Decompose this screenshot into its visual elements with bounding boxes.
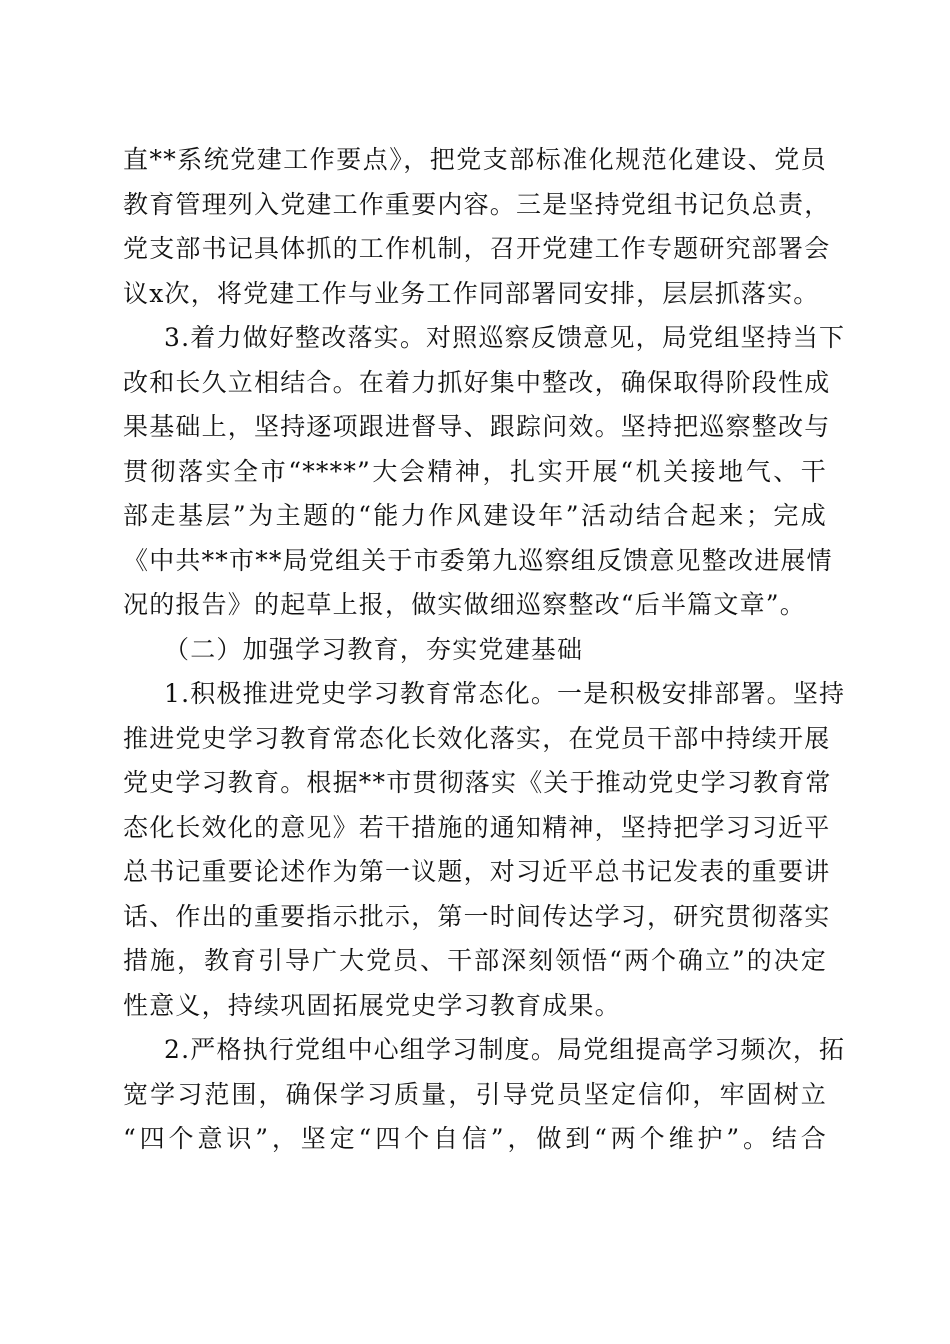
- body-line: “四个意识”，坚定“四个自信”，做到“两个维护”。结合: [123, 1124, 827, 1153]
- body-line: 总书记重要论述作为第一议题，对习近平总书记发表的重要讲: [123, 857, 831, 886]
- document-body: [123, 138, 846, 1162]
- body-line: 况的报告》的起草上报，做实做细巡察整改“后半篇文章”。: [123, 590, 806, 619]
- body-line: 贯彻落实全市“****”大会精神，扎实开展“机关接地气、干: [123, 456, 827, 486]
- body-line: 部走基层”为主题的“能力作风建设年”活动结合起来；完成: [123, 501, 827, 530]
- subsection-heading: （二）加强学习教育，夯实党建基础: [164, 634, 584, 664]
- item-1-heading-line: 1.积极推进党史学习教育常态化。一是积极安排部署。坚持: [164, 679, 846, 708]
- body-line: 《中共**市**局党组关于市委第九巡察组反馈意见整改进展情: [123, 545, 833, 575]
- body-line: 党支部书记具体抓的工作机制，召开党建工作专题研究部署会: [123, 234, 831, 263]
- body-line: 党史学习教育。根据**市贯彻落实《关于推动党史学习教育常: [123, 768, 832, 797]
- body-line: 议x次，将党建工作与业务工作同部署同安排，层层抓落实。: [123, 278, 820, 308]
- body-line: 果基础上，坚持逐项跟进督导、跟踪问效。坚持把巡察整改与: [123, 412, 831, 441]
- body-line: 推进党史学习教育常态化长效化落实，在党员干部中持续开展: [123, 723, 831, 753]
- body-line: 直**系统党建工作要点》，把党支部标准化规范化建设、党员: [123, 145, 827, 174]
- body-line: 改和长久立相结合。在着力抓好集中整改，确保取得阶段性成: [123, 367, 831, 397]
- body-line: 措施，教育引导广大党员、干部深刻领悟“两个确立”的决定: [123, 946, 827, 975]
- body-line: 态化长效化的意见》若干措施的通知精神，坚持把学习习近平: [123, 812, 831, 842]
- body-line: 教育管理列入党建工作重要内容。三是坚持党组书记负总责，: [123, 189, 831, 219]
- body-line: 话、作出的重要指示批示，第一时间传达学习，研究贯彻落实: [123, 901, 831, 931]
- body-line: 性意义，持续巩固拓展党史学习教育成果。: [123, 990, 621, 1020]
- item-2-heading-line: 2.严格执行党组中心组学习制度。局党组提高学习频次，拓: [164, 1035, 846, 1064]
- section-3-heading-line: 3.着力做好整改落实。对照巡察反馈意见，局党组坚持当下: [164, 323, 846, 352]
- body-line: 宽学习范围，确保学习质量，引导党员坚定信仰，牢固树立: [123, 1079, 827, 1109]
